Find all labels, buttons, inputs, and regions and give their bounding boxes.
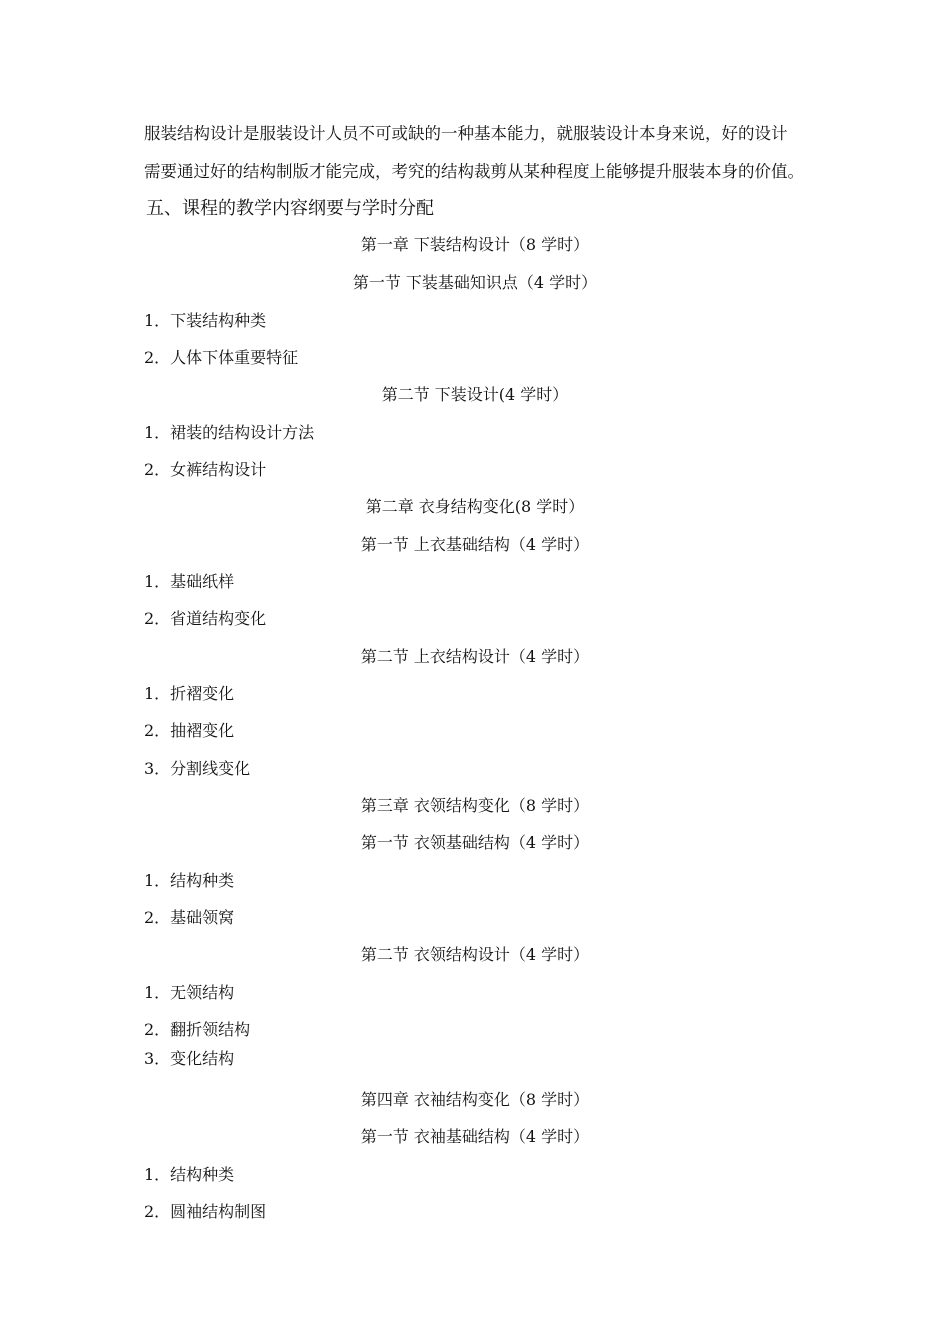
list-item: 1．无领结构 <box>144 983 235 1002</box>
list-item: 2．圆袖结构制图 <box>144 1202 267 1221</box>
section-heading: 五、课程的教学内容纲要与学时分配 <box>146 198 434 219</box>
chapter-4-section-1-title: 第一节 衣袖基础结构（4 学时） <box>360 1127 590 1146</box>
chapter-2-section-2-title: 第二节 上衣结构设计（4 学时） <box>360 647 590 666</box>
list-item: 2．人体下体重要特征 <box>144 348 299 367</box>
list-item: 2．省道结构变化 <box>144 609 267 628</box>
list-item: 2．女裤结构设计 <box>144 460 267 479</box>
chapter-1-section-1-title: 第一节 下装基础知识点（4 学时） <box>352 273 598 292</box>
intro-paragraph-line-2: 需要通过好的结构制版才能完成，考究的结构裁剪从某种程度上能够提升服装本身的价值。 <box>144 162 804 181</box>
chapter-4-title: 第四章 衣袖结构变化（8 学时） <box>360 1090 590 1109</box>
chapter-3-section-1-title: 第一节 衣领基础结构（4 学时） <box>360 833 590 852</box>
list-item: 1．下装结构种类 <box>144 311 267 330</box>
list-item: 1．折褶变化 <box>144 684 235 703</box>
chapter-2-title: 第二章 衣身结构变化(8 学时） <box>365 497 585 516</box>
list-item: 2．抽褶变化 <box>144 721 235 740</box>
list-item: 3．分割线变化 <box>144 759 251 778</box>
intro-paragraph-line-1: 服装结构设计是服装设计人员不可或缺的一种基本能力，就服装设计本身来说，好的设计 <box>144 124 788 143</box>
chapter-3-section-2-title: 第二节 衣领结构设计（4 学时） <box>360 945 590 964</box>
list-item: 3．变化结构 <box>144 1049 235 1068</box>
list-item: 2．基础领窝 <box>144 908 235 927</box>
list-item: 1．裙装的结构设计方法 <box>144 423 315 442</box>
chapter-2-section-1-title: 第一节 上衣基础结构（4 学时） <box>360 535 590 554</box>
list-item: 1．基础纸样 <box>144 572 235 591</box>
list-item: 1．结构种类 <box>144 1165 235 1184</box>
chapter-3-title: 第三章 衣领结构变化（8 学时） <box>360 796 590 815</box>
list-item: 1．结构种类 <box>144 871 235 890</box>
chapter-1-section-2-title: 第二节 下装设计(4 学时） <box>381 385 569 404</box>
list-item: 2．翻折领结构 <box>144 1020 251 1039</box>
chapter-1-title: 第一章 下装结构设计（8 学时） <box>360 235 590 254</box>
